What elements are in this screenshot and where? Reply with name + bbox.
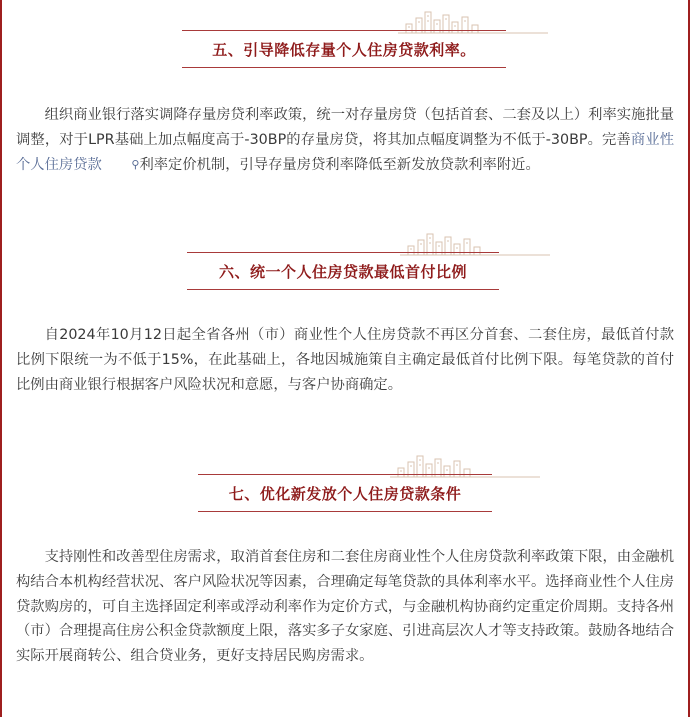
- section-six-paragraph: 自2024年10月12日起全省各州（市）商业性个人住房贷款不再区分首套、二套住房，最低首付款比例下限统一为不低于15%，在此基础上，各地因城施策自主确定最低首付比例下限。每笔贷款的首付比例由商业银行根据客户风险状况和意愿，与客户协商确定。: [16, 327, 674, 393]
- housing-loan-link[interactable]: 商业性个人住房贷款: [16, 131, 675, 173]
- section-five-title: 五、引导降低存量个人住房贷款利率。: [212, 40, 476, 59]
- section-five-paragraph: [16, 103, 674, 177]
- section-five-text-before-link: 组织商业银行落实调降存量房贷利率政策，统一对存量房贷（包括首套、二套及以上）利率实施批量调整，对于LPR基础上加点幅度高于-30BP的存量房贷，将其加点幅度调整为不低于-30BP。完善: [16, 107, 674, 148]
- section-five-heading: [182, 30, 506, 68]
- section-seven-paragraph: 支持刚性和改善型住房需求，取消首套住房和二套住房商业性个人住房贷款利率政策下限，由金融机构结合本机构经营状况、客户风险状况等因素，合理确定每笔贷款的具体利率水平。选择商业性个人住房贷款购房的，可自主选择固定利率或浮动利率作为定价方式，与金融机构协商约定重定价周期。支持各州（市）合理提高住房公积金贷款额度上限，落实多子女家庭、引进高层次人才等支持政策。鼓励各地结合实际开展商转公、组合贷业务，更好支持居民购房需求。: [16, 549, 674, 665]
- section-seven-heading: [198, 474, 492, 512]
- section-five-text-after-link: 利率定价机制，引导存量房贷利率降低至新发放贷款利率附近。: [139, 156, 540, 173]
- section-six-heading: [187, 252, 499, 290]
- left-border: [0, 0, 2, 717]
- section-seven-title: 七、优化新发放个人住房贷款条件: [228, 484, 462, 503]
- search-icon[interactable]: ⚲: [131, 157, 140, 171]
- section-six-title: 六、统一个人住房贷款最低首付比例: [218, 262, 467, 281]
